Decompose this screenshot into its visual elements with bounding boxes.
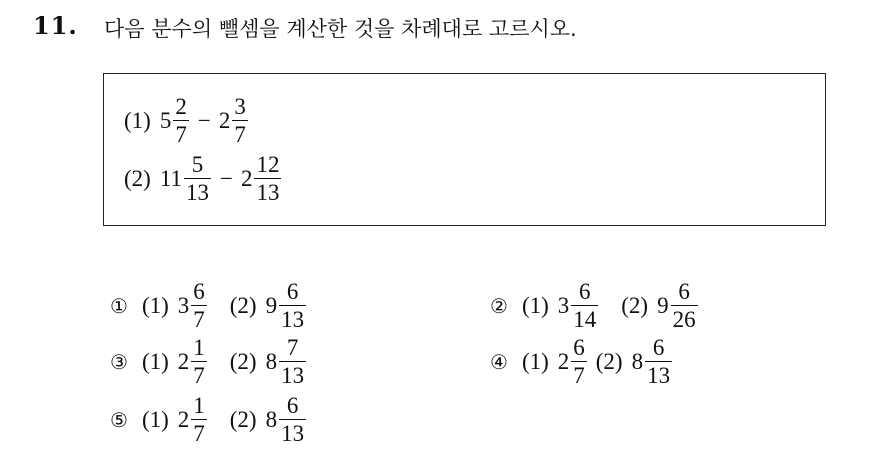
choice-4[interactable] [490, 336, 673, 387]
numerator: 6 [286, 393, 299, 418]
numerator: 7 [286, 335, 299, 360]
choice-marker: ① [110, 293, 128, 318]
choice-2[interactable] [490, 280, 699, 331]
question-text: 다음 분수의 뺄셈을 계산한 것을 차례대로 고르시오. [104, 17, 577, 41]
denominator: 7 [573, 363, 585, 388]
fraction [571, 280, 598, 331]
fraction [671, 280, 698, 331]
problem-label: (2) [124, 165, 151, 191]
numerator: 5 [191, 152, 204, 177]
choice-part-label: (1) [141, 348, 169, 374]
choice-part-label: (1) [521, 348, 549, 374]
whole-part: 2 [240, 165, 253, 191]
fraction [279, 336, 306, 387]
numerator: 6 [193, 279, 205, 304]
numerator: 6 [573, 335, 585, 360]
denominator: 13 [281, 363, 305, 388]
choice-3[interactable] [110, 336, 307, 387]
denominator: 14 [573, 307, 597, 332]
choice-marker: ④ [490, 349, 508, 374]
choice-part-label: (2) [229, 292, 257, 318]
denominator: 7 [193, 421, 205, 446]
denominator: 7 [175, 122, 187, 147]
numerator: 6 [678, 279, 690, 304]
choice-marker: ② [490, 293, 508, 318]
fraction [279, 280, 306, 331]
whole-part: 3 [557, 292, 570, 318]
whole-part: 9 [657, 292, 669, 318]
fraction [173, 95, 189, 146]
choice-part-label: (2) [229, 348, 257, 374]
fraction [191, 280, 207, 331]
denominator: 26 [672, 307, 696, 332]
whole-part: 2 [177, 406, 190, 432]
whole-part: 8 [631, 348, 644, 374]
denominator: 13 [256, 180, 280, 205]
minus-sign: − [197, 107, 211, 133]
fraction [191, 394, 207, 445]
fraction [571, 336, 587, 387]
choice-5[interactable] [110, 394, 307, 445]
whole-part: 3 [177, 292, 190, 318]
fraction [191, 336, 207, 387]
fraction [232, 95, 248, 146]
choice-part-label: (2) [595, 348, 623, 374]
denominator: 7 [234, 122, 246, 147]
denominator: 13 [647, 363, 671, 388]
choice-part-label: (1) [141, 406, 169, 432]
whole-part: 8 [265, 348, 278, 374]
denominator: 7 [193, 307, 205, 332]
numerator: 6 [579, 279, 591, 304]
fraction [279, 394, 306, 445]
question-number: 11. [33, 11, 78, 40]
choice-part-label: (2) [621, 292, 649, 318]
numerator: 1 [193, 335, 205, 360]
choice-marker: ⑤ [110, 407, 128, 432]
whole-part: 2 [557, 348, 570, 374]
denominator: 13 [281, 307, 305, 332]
numerator: 2 [175, 94, 187, 119]
choice-part-label: (2) [229, 406, 257, 432]
numerator: 1 [193, 393, 205, 418]
choice-part-label: (1) [141, 292, 169, 318]
problem-1 [124, 95, 249, 146]
numerator: 3 [234, 94, 246, 119]
whole-part: 2 [177, 348, 190, 374]
fraction [645, 336, 672, 387]
whole-part: 8 [265, 406, 278, 432]
whole-part: 11 [159, 165, 182, 191]
choice-part-label: (1) [521, 292, 549, 318]
whole-part: 5 [159, 107, 172, 133]
fraction [254, 153, 281, 204]
numerator: 6 [652, 335, 665, 360]
denominator: 7 [193, 363, 205, 388]
fraction [184, 153, 211, 204]
numerator: 12 [256, 152, 280, 177]
whole-part: 2 [218, 107, 231, 133]
choice-1[interactable] [110, 280, 307, 331]
problem-2 [124, 153, 282, 204]
denominator: 13 [185, 180, 209, 205]
whole-part: 9 [265, 292, 278, 318]
numerator: 6 [286, 279, 299, 304]
problem-label: (1) [124, 107, 151, 133]
denominator: 13 [281, 421, 305, 446]
minus-sign: − [219, 165, 233, 191]
choice-marker: ③ [110, 349, 128, 374]
